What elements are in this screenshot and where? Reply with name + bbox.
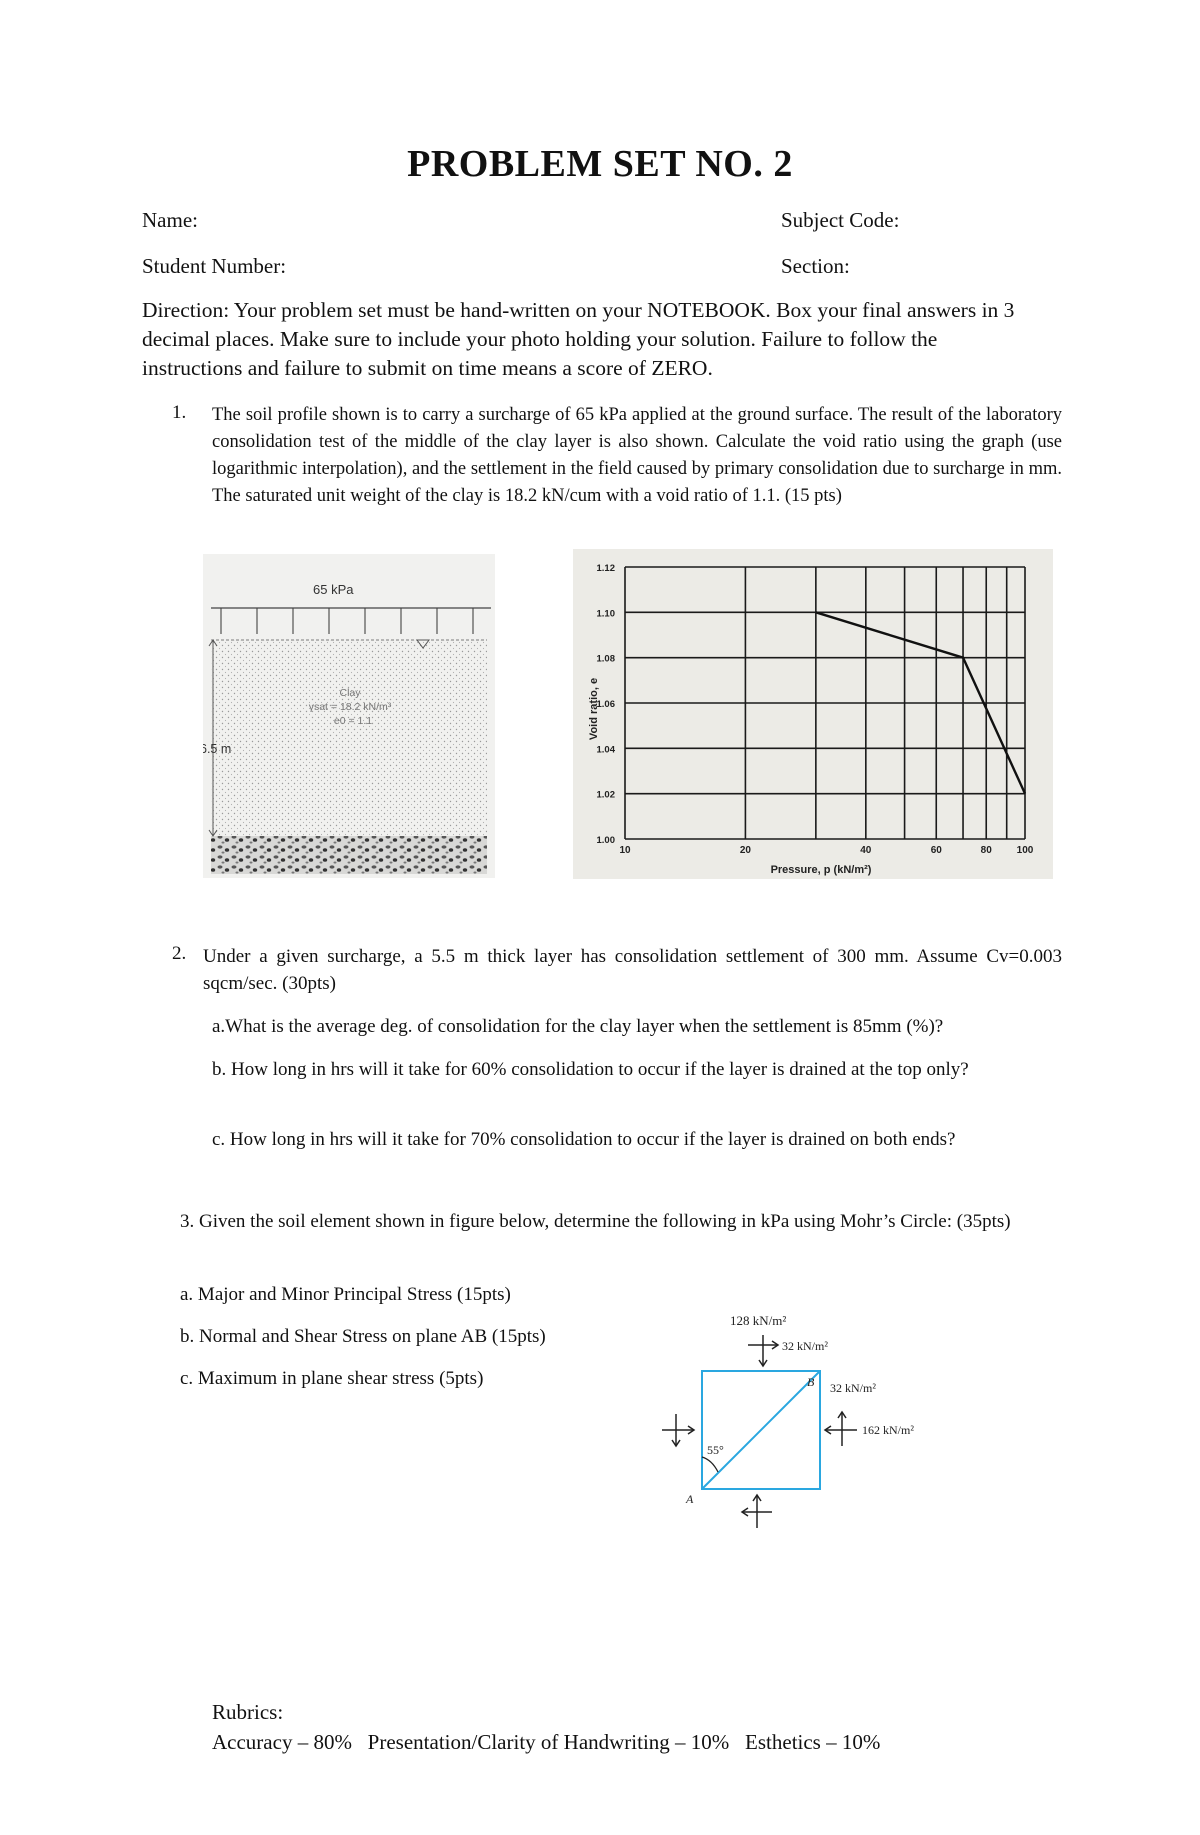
section-label: Section: [781,254,850,278]
q2-text: Under a given surcharge, a 5.5 m thick layer has consolidation settlement of 300 mm. Assume Cv=0.003 sqcm/sec. (30pts) [203,946,1062,994]
name-label: Name: [142,208,198,232]
rubrics-text: Accuracy – 80% Presentation/Clarity of Handwriting – 10% Esthetics – 10% [212,1730,881,1754]
subject-code-label: Subject Code: [781,208,900,232]
point-b-label: B [807,1375,815,1389]
x-tick-label: 60 [930,845,942,856]
plane-ab [702,1371,820,1489]
top-normal-label: 128 kN/m² [730,1313,787,1328]
x-tick-label: 40 [860,845,872,856]
x-tick-label: 100 [1016,845,1034,856]
consolidation-graph [573,549,1053,879]
direction-text: Direction: Your problem set must be hand-written on your NOTEBOOK. Box your final answers in 3 decimal places. Make sure to include your photo holding your solution. Failure to follow the instructions and failure to submit on time means a score of ZERO. [142,298,1015,380]
stress-element-svg [650,1300,950,1540]
y-tick-label: 1.04 [596,744,615,756]
load-label: 65 kPa [313,582,354,597]
q1-text: The soil profile shown is to carry a surcharge of 65 kPa applied at the ground surface. The result of the laboratory consolidation test of the middle of the clay layer is also shown. Calculate the void ratio using the graph (use logarithmic interpolation), and the settlement in the field caused by primary consolidation due to surcharge in mm. The saturated unit weight of the clay is 18.2 kN/cum with a void ratio of 1.1. (15 pts) [212,405,1062,506]
clay-layer [211,640,487,836]
page-title: PROBLEM SET NO. 2 [407,143,793,185]
q1-number: 1. [172,402,187,423]
x-tick-label: 10 [619,845,631,856]
y-axis-label: Void ratio, e [588,677,600,741]
angle-arc [702,1457,718,1472]
q3-part-a: a. Major and Minor Principal Stress (15pts) [180,1284,511,1305]
q3-text: 3. Given the soil element shown in figure below, determine the following in kPa using Mohr’s Circle: (35pts) [180,1211,1011,1232]
stress-element-figure [650,1300,950,1540]
x-tick-label: 80 [980,845,992,856]
y-tick-label: 1.08 [596,653,615,665]
y-tick-label: 1.00 [596,835,615,846]
right-normal-label: 162 kN/m² [862,1423,914,1437]
soil-profile-svg [203,554,495,878]
gamma-label: γsat = 18.2 kN/m³ [308,701,392,713]
clay-label: Clay [339,687,361,699]
x-axis-label: Pressure, p (kN/m²) [770,864,872,876]
right-shear-label: 32 kN/m² [830,1381,876,1395]
rubrics-title: Rubrics: [212,1700,284,1724]
e0-label: e0 = 1.1 [333,715,373,727]
q3-part-b: b. Normal and Shear Stress on plane AB (15pts) [180,1326,546,1347]
point-a-label: A [686,1492,694,1506]
y-tick-label: 1.02 [596,789,615,801]
x-tick-label: 20 [739,845,751,856]
q2-part-a: a.What is the average deg. of consolidation for the clay layer when the settlement is 85mm (%)? [212,1016,944,1037]
consolidation-graph-svg [573,549,1053,879]
q3-part-c: c. Maximum in plane shear stress (5pts) [180,1368,484,1389]
y-tick-label: 1.12 [596,563,615,574]
gravel-layer [211,836,487,874]
q2-part-b: b. How long in hrs will it take for 60% consolidation to occur if the layer is drained at the top only? [212,1059,969,1080]
y-tick-label: 1.10 [596,608,615,620]
depth-label: 6.5 m [203,742,232,756]
q2-number: 2. [172,943,187,964]
soil-profile-figure [203,554,495,878]
student-number-label: Student Number: [142,254,287,278]
top-shear-label: 32 kN/m² [782,1339,828,1353]
load-arrows [221,608,473,634]
q2-part-c: c. How long in hrs will it take for 70% consolidation to occur if the layer is drained on both ends? [212,1129,956,1150]
angle-label: 55° [707,1443,724,1457]
y-tick-label: 1.06 [596,699,615,710]
